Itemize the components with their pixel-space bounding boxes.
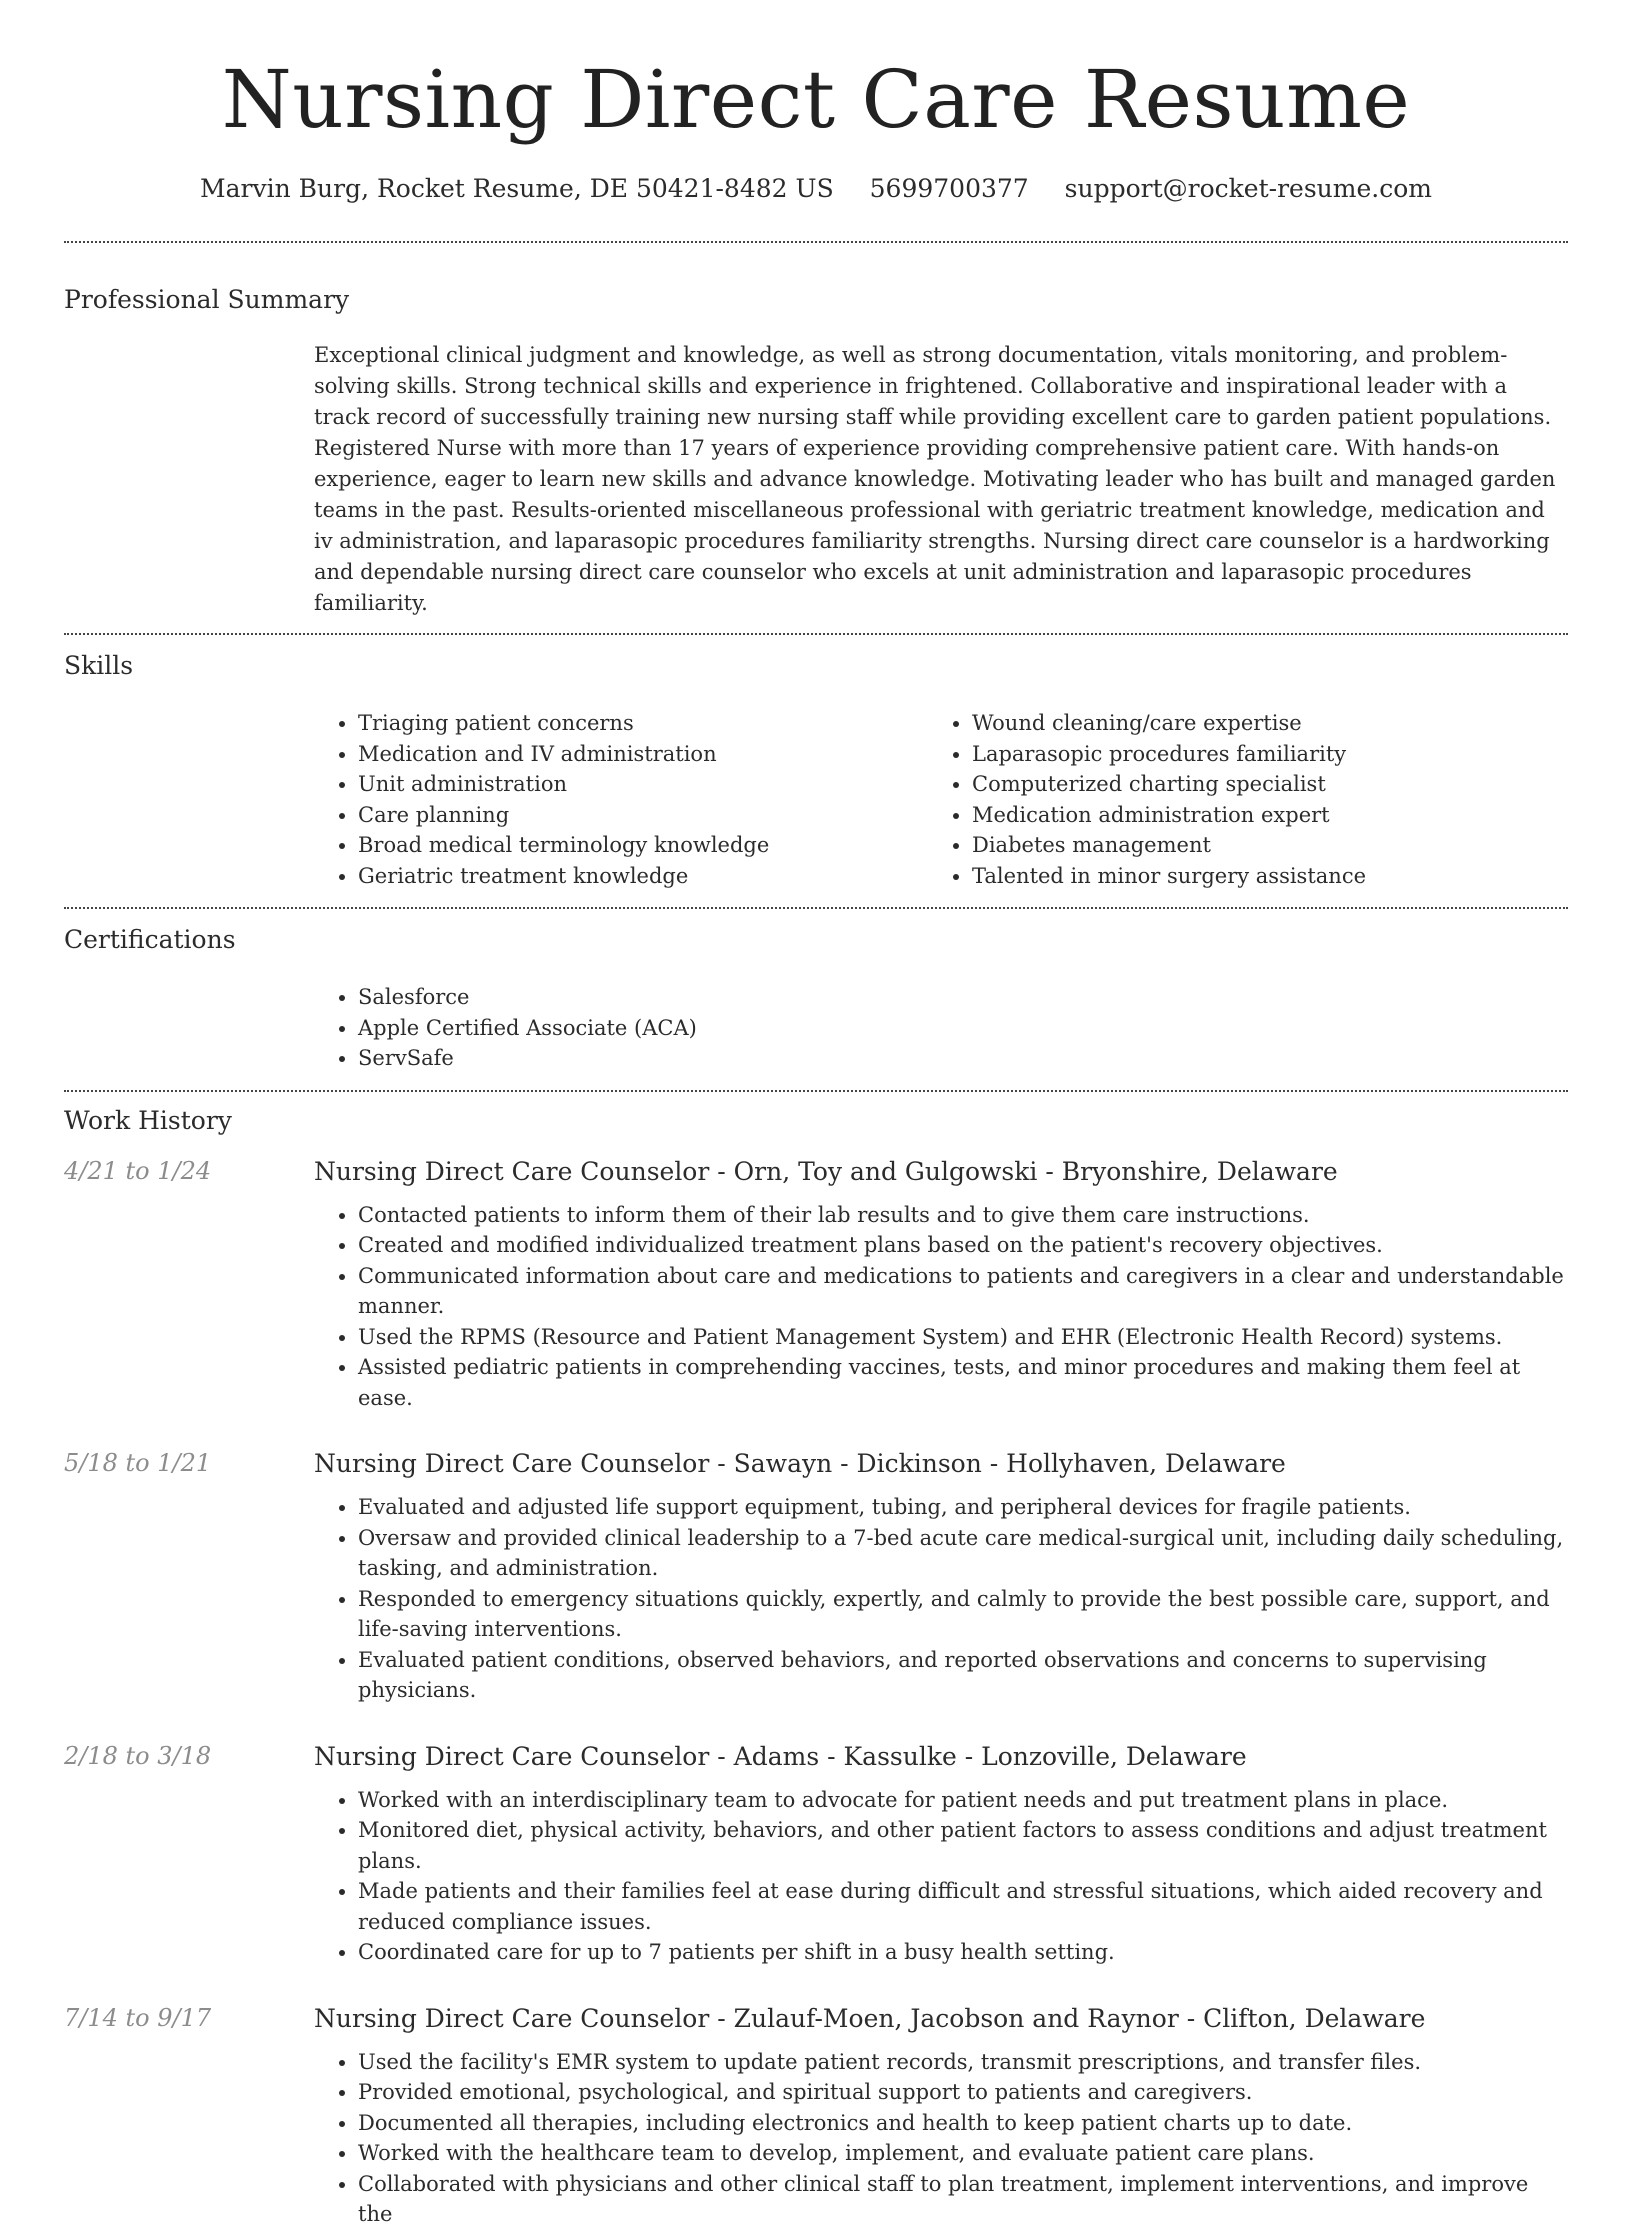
- job-title: Nursing Direct Care Counselor - Zulauf-Moen, Jacobson and Raynor - Clifton, Delaware: [314, 2003, 1426, 2033]
- job-title: Nursing Direct Care Counselor - Sawayn - Dickinson - Hollyhaven, Delaware: [314, 1449, 1286, 1478]
- job-entry: [64, 2004, 1568, 2230]
- job-bullet: • Worked with the healthcare team to develop, implement, and evaluate patient care plans.: [358, 2138, 1568, 2169]
- skill-item: • Unit administration: [358, 769, 928, 800]
- job-bullet: • Evaluated and adjusted life support equipment, tubing, and peripheral devices for fragile patients.: [358, 1492, 1568, 1523]
- job-bullet: • Assisted pediatric patients in comprehending vaccines, tests, and minor procedures and making them feel at ease.: [358, 1352, 1568, 1413]
- skill-item: • Triaging patient concerns: [358, 708, 928, 739]
- job-bullet: • Collaborated with physicians and other clinical staff to plan treatment, implement interventions, and improve the: [358, 2169, 1568, 2230]
- job-bullet: • Contacted patients to inform them of their lab results and to give them care instructions.: [358, 1200, 1568, 1231]
- job-entry: [64, 1157, 1568, 1414]
- skill-item: • Wound cleaning/care expertise: [972, 708, 1542, 739]
- job-bullet: • Worked with an interdisciplinary team to advocate for patient needs and put treatment plans in place.: [358, 1785, 1568, 1816]
- job-bullets: [314, 2047, 1568, 2230]
- job-bullet: • Evaluated patient conditions, observed behaviors, and reported observations and concerns to supervising physicians.: [358, 1645, 1568, 1706]
- job-bullet: • Used the RPMS (Resource and Patient Management System) and EHR (Electronic Health Record) systems.: [358, 1322, 1568, 1353]
- job-dates: 5/18 to 1/21: [64, 1449, 212, 1477]
- job-title: Nursing Direct Care Counselor - Orn, Toy and Gulgowski - Bryonshire, Delaware: [314, 1156, 1338, 1186]
- job-bullets: [314, 1785, 1568, 1968]
- resume-page: [64, 0, 1568, 2230]
- job-body: [314, 1742, 1568, 1968]
- job-bullet: • Created and modified individualized treatment plans based on the patient's recovery objectives.: [358, 1230, 1568, 1261]
- job-bullets: [314, 1200, 1568, 1414]
- job-dates: 2/18 to 3/18: [64, 1741, 212, 1770]
- contact-line: [64, 174, 1568, 203]
- job-body: [314, 1157, 1568, 1414]
- job-bullet: • Responded to emergency situations quickly, expertly, and calmly to provide the best possible care, support, and life-saving interventions.: [358, 1584, 1568, 1645]
- certification-item: • ServSafe: [358, 1043, 1568, 1074]
- certification-item: • Salesforce: [358, 982, 1568, 1013]
- divider: [64, 907, 1568, 909]
- job-bullet: • Oversaw and provided clinical leadership to a 7-bed acute care medical-surgical unit, including daily scheduling, tasking, and administration.: [358, 1523, 1568, 1584]
- certification-item: • Apple Certified Associate (ACA): [358, 1013, 1568, 1044]
- job-bullet: • Communicated information about care and medications to patients and caregivers in a clear and understandable manner.: [358, 1261, 1568, 1322]
- contact-phone: 5699700377: [869, 174, 1029, 203]
- divider: [64, 1090, 1568, 1092]
- section-heading-skills: Skills: [64, 651, 134, 680]
- contact-address: Marvin Burg, Rocket Resume, DE 50421-8482 US: [200, 174, 834, 203]
- job-entry: [64, 1742, 1568, 1968]
- skill-item: • Laparasopic procedures familiarity: [972, 739, 1542, 770]
- job-title: Nursing Direct Care Counselor - Adams - Kassulke - Lonzoville, Delaware: [314, 1741, 1247, 1771]
- skill-item: • Geriatric treatment knowledge: [358, 861, 928, 892]
- skills-list: [314, 708, 1568, 891]
- skill-item: • Diabetes management: [972, 830, 1542, 861]
- job-bullets: [314, 1492, 1568, 1706]
- section-heading-summary: Professional Summary: [64, 285, 350, 314]
- job-bullet: • Used the facility's EMR system to update patient records, transmit prescriptions, and transfer files.: [358, 2047, 1568, 2078]
- skill-item: • Broad medical terminology knowledge: [358, 830, 928, 861]
- job-bullet: • Provided emotional, psychological, and spiritual support to patients and caregivers.: [358, 2077, 1568, 2108]
- section-heading-work-history: Work History: [64, 1105, 232, 1135]
- job-body: [314, 2004, 1568, 2230]
- section-heading-certifications: Certifications: [64, 925, 236, 954]
- job-bullet: • Coordinated care for up to 7 patients per shift in a busy health setting.: [358, 1937, 1568, 1968]
- summary-text: Exceptional clinical judgment and knowledge, as well as strong documentation, vitals monitoring, and problem-solving skills. Strong technical skills and experience in frightened. Collaborative and inspirational leader with a track record of successfully training new nursing staff while providing excellent care to garden patient populations. Registered Nurse with more than 17 years of experience providing comprehensive patient care. With hands-on experience, eager to learn new skills and advance knowledge. Motivating leader who has built and managed garden teams in the past. Results-oriented miscellaneous professional with geriatric treatment knowledge, medication and iv administration, and laparasopic procedures familiarity strengths. Nursing direct care counselor is a hardworking and dependable nursing direct care counselor who excels at unit administration and laparasopic procedures familiarity.: [314, 343, 1556, 615]
- job-body: [314, 1449, 1568, 1706]
- certifications-list: [314, 982, 1568, 1074]
- skills-column-right: [928, 708, 1542, 891]
- skills-column-left: [314, 708, 928, 891]
- skill-item: • Talented in minor surgery assistance: [972, 861, 1542, 892]
- skill-item: • Computerized charting specialist: [972, 769, 1542, 800]
- certifications-bullets: [314, 982, 1568, 1074]
- job-bullet: • Documented all therapies, including electronics and health to keep patient charts up to date.: [358, 2108, 1568, 2139]
- job-dates: 4/21 to 1/24: [64, 1156, 212, 1185]
- skill-item: • Care planning: [358, 800, 928, 831]
- job-entry: [64, 1449, 1568, 1706]
- job-dates: 7/14 to 9/17: [64, 2003, 212, 2032]
- skill-item: • Medication administration expert: [972, 800, 1542, 831]
- skill-item: • Medication and IV administration: [358, 739, 928, 770]
- job-bullet: • Made patients and their families feel at ease during difficult and stressful situations, which aided recovery and reduced compliance issues.: [358, 1876, 1568, 1937]
- job-bullet: • Monitored diet, physical activity, behaviors, and other patient factors to assess conditions and adjust treatment plans.: [358, 1815, 1568, 1876]
- contact-email: support@rocket-resume.com: [1064, 174, 1432, 203]
- divider: [64, 633, 1568, 635]
- divider: [64, 241, 1568, 243]
- resume-title: Nursing Direct Care Resume: [221, 53, 1411, 146]
